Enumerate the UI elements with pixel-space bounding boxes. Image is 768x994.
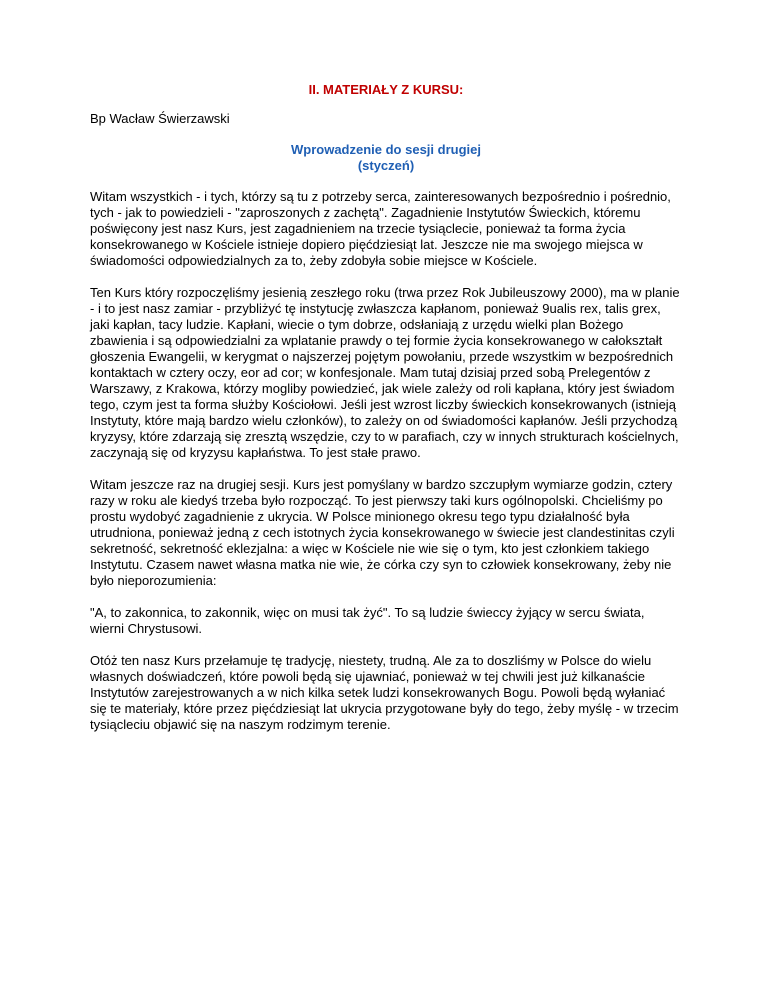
document-page [90, 82, 682, 749]
paragraph-course-goal: Ten Kurs który rozpoczęliśmy jesienią zeszłego roku (trwa przez Rok Jubileuszowy 2000), ma w planie - i to jest nasz zamiar - przybliżyć tę instytucję zwłaszcza kapłanom, ponieważ 9ualis rex, talis grex, jaki kapłan, tacy ludzie. Kapłani, wiecie o tym dobrze, odsłaniają z urzędu wielki plan Bożego zbawienia i są odpowiedzialni za wplatanie prawdy o tej formie życia konsekrowanego w całokształt głoszenia Ewangelii, w kerygmat o najszerzej pojętym powołaniu, przede wszystkim w bezpośrednich kontaktach w cztery oczy, eor ad cor; w konfesjonale. Mam tutaj dzisiaj przed sobą Prelegentów z Warszawy, z Krakowa, którzy mogliby powiedzieć, jak wiele zależy od roli kapłana, który jest świadom tego, czym jest ta forma służby Kościołowi. Jeśli jest wzrost liczby świeckich konsekrowanych (istnieją Instytuty, które mają bardzo wielu członków), to zależy on od świadomości kapłanów. Jeśli przychodzą kryzysy, które zdarzają się zresztą wszędzie, czy to w parafiach, czy w innych strukturach kościelnych, zaczynają się od kryzysu kapłaństwa. To jest stałe prawo. [90, 285, 680, 460]
paragraph-welcome: Witam wszystkich - i tych, którzy są tu z potrzeby serca, zainteresowanych bezpośrednio i pośrednio, tych - jak to powiedzieli - "zaproszonych z zachętą". Zagadnienie Instytutów Świeckich, któremu poświęcony jest nasz Kurs, jest zagadnieniem na trzecie tysiąclecie, ponieważ ta forma życia konsekrowanego w Kościele istnieje dopiero pięćdziesiąt lat. Jeszcze nie ma swojego miejsca w świadomości odpowiedzialnych za to, żeby zdobyła sobie miejsce w Kościele. [90, 189, 671, 268]
lecture-title-main: Wprowadzenie do sesji drugiej [291, 142, 481, 157]
section-title: II. MATERIAŁY Z KURSU: [308, 82, 464, 97]
paragraph-quote: "A, to zakonnica, to zakonnik, więc on musi tak żyć". To są ludzie świeccy żyjący w sercu świata, wierni Chrystusowi. [90, 605, 645, 636]
author-name: Bp Wacław Świerzawski [90, 111, 230, 126]
paragraph-second-session: Witam jeszcze raz na drugiej sesji. Kurs jest pomyślany w bardzo szczupłym wymiarze godzin, cztery razy w roku ale kiedyś trzeba było rozpocząć. To jest pierwszy taki kurs ogólnopolski. Chcieliśmy po prostu wydobyć zagadnienie z ukrycia. W Polsce minionego okresu tego typu działalność była utrudniona, ponieważ jedną z cech istotnych życia konsekrowanego w świecie jest clandestinitas czyli sekretność, sekretność eklezjalna: a więc w Kościele nie wie się o tym, kto jest członkiem takiego Instytutu. Czasem nawet własna matka nie wie, że córka czy syn to człowiek konsekrowany, żeby nie było nieporozumienia: [90, 477, 675, 588]
paragraph-closing: Otóż ten nasz Kurs przełamuje tę tradycję, niestety, trudną. Ale za to doszliśmy w Polsce do wielu własnych doświadczeń, które powoli będą się ujawniać, ponieważ w tej chwili jest już kilkanaście Instytutów zarejestrowanych a w nich kilka setek ludzi konsekrowanych Bogu. Powoli będą wyłaniać się te materiały, które przez pięćdziesiąt lat ukrycia przygotowane były do tego, żeby myślę - w trzecim tysiącleciu objawić się na naszym rodzimym terenie. [90, 653, 679, 732]
lecture-title-subtitle: (styczeń) [357, 158, 415, 173]
lecture-title [90, 142, 682, 174]
